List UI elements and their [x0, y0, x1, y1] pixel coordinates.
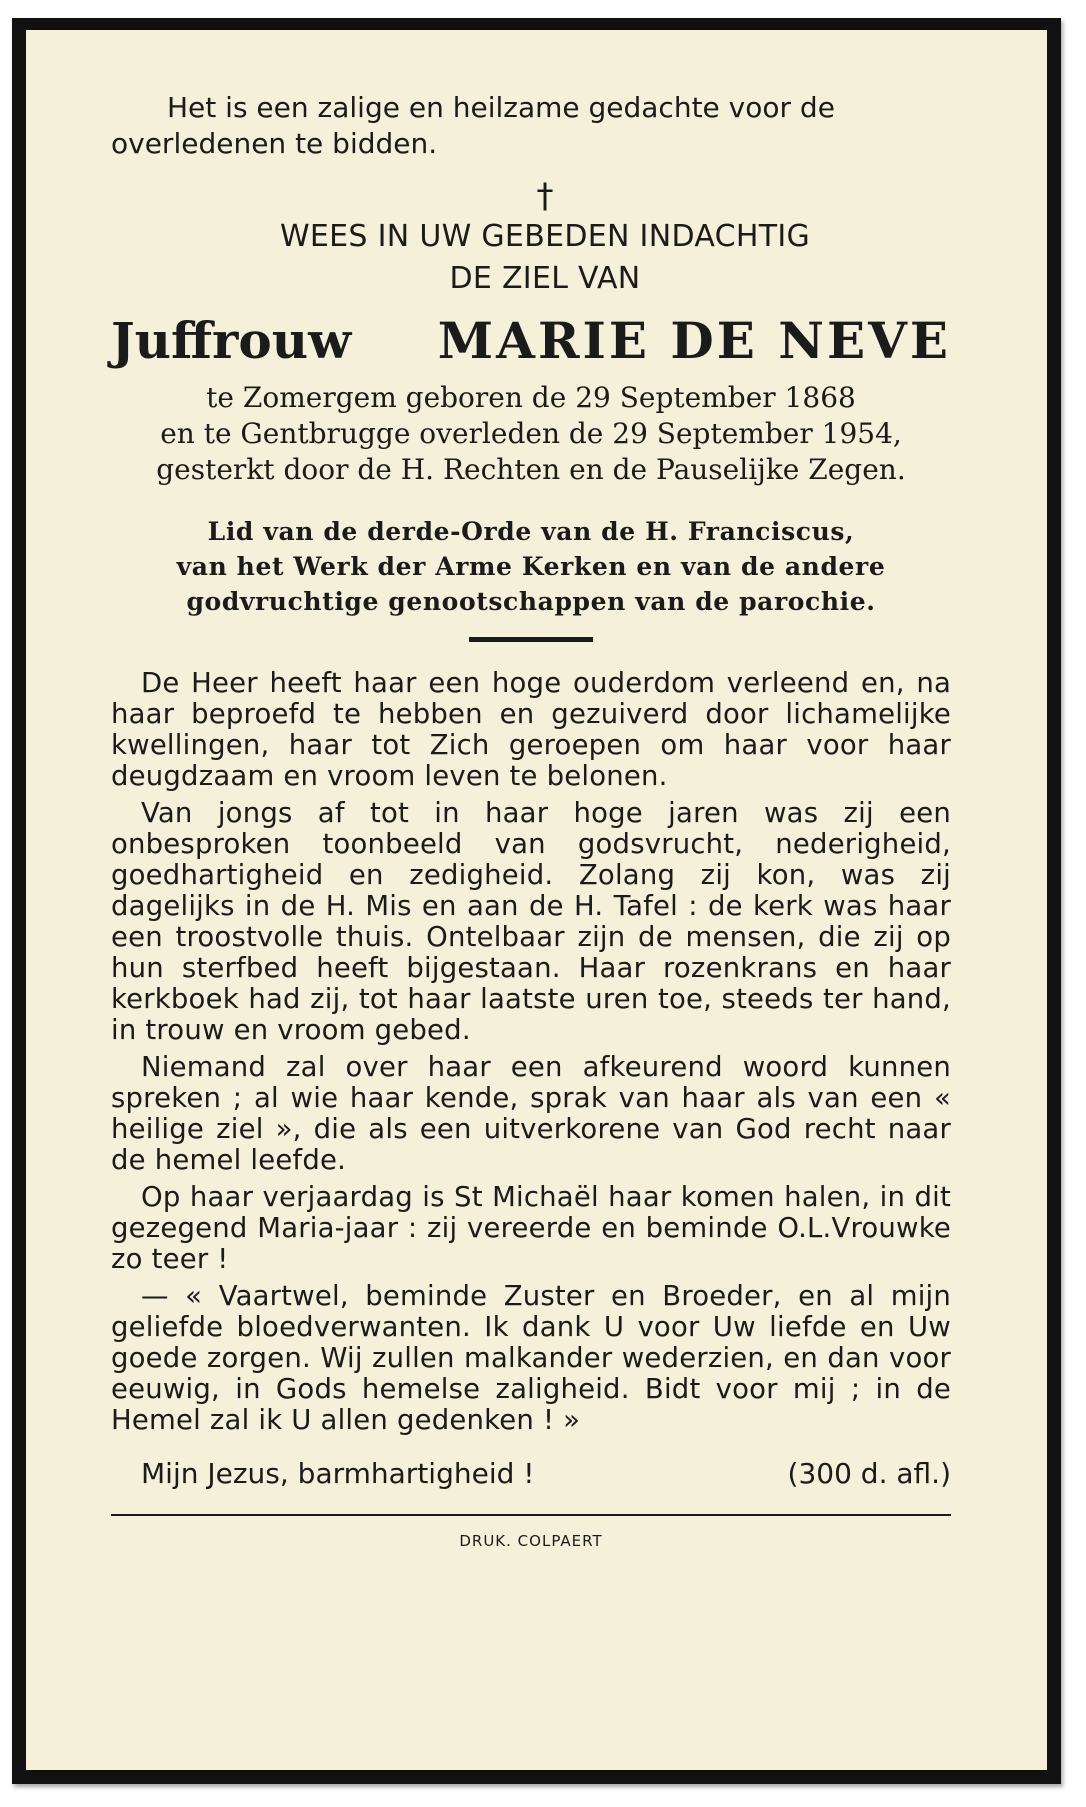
membership-line-2: van het Werk der Arme Kerken en van de andere — [176, 552, 886, 581]
membership-line-1: Lid van de derde-Orde van de H. Franciscus, — [207, 517, 855, 546]
divider-rule — [469, 637, 593, 642]
memorial-card — [12, 18, 1061, 1784]
heading-line-2: DE ZIEL VAN — [449, 261, 641, 296]
membership-block — [111, 514, 951, 619]
footer-prayer: Mijn Jezus, barmhartigheid ! — [141, 1457, 535, 1490]
name-full: MARIE DE NEVE — [437, 311, 951, 370]
paragraph-5: — « Vaartwel, beminde Zuster en Broeder, en al mijn geliefde bloedverwanten. Ik dank U voor Uw liefde en Uw goede zorgen. Wij zullen malkander wederzien, en dan voor eeuwig, in Gods hemelse zaligheid. Bidt voor mij ; in de Hemel zal ik U allen gedenken ! » — [111, 1280, 951, 1436]
membership-line-3: godvruchtige genootschappen van de parochie. — [186, 587, 876, 616]
paragraph-1: De Heer heeft haar een hoge ouderdom verleend en, na haar beproefd te hebben en gezuiverd door lichamelijke kwellingen, haar tot Zich geroepen om haar voor haar deugdzaam en vroom leven te belonen. — [111, 667, 951, 792]
detail-line-sacraments: gesterkt door de H. Rechten en de Pauselijke Zegen. — [156, 453, 906, 486]
paragraph-4: Op haar verjaardag is St Michaël haar komen halen, in dit gezegend Maria-jaar : zij vereerde en beminde O.L.Vrouwke zo teer ! — [111, 1181, 951, 1275]
intro-text: Het is een zalige en heilzame gedachte voor de overledenen te bidden. — [111, 91, 835, 160]
heading-line-1: WEES IN UW GEBEDEN INDACHTIG — [279, 219, 811, 254]
footer-line — [111, 1456, 951, 1492]
name-title: Juffrouw — [111, 311, 352, 370]
detail-line-death: en te Gentbrugge overleden de 29 September 1954, — [160, 417, 902, 450]
card-paper — [26, 30, 1047, 1770]
card-content — [111, 90, 951, 1770]
paragraph-3: Niemand zal over haar een afkeurend woord kunnen spreken ; al wie haar kende, sprak van haar als van een « heilige ziel », die als een uitverkorene van God recht naar de hemel leefde. — [111, 1051, 951, 1176]
detail-line-birth: te Zomergem geboren de 29 September 1868 — [206, 381, 856, 414]
deceased-name — [111, 310, 951, 372]
printer-credit: DRUK. COLPAERT — [459, 1532, 603, 1550]
bottom-rule — [111, 1514, 951, 1516]
cross-icon: † — [536, 176, 554, 216]
paragraph-2: Van jongs af tot in haar hoge jaren was zij een onbesproken toonbeeld van godsvrucht, nederigheid, goedhartigheid en zedigheid. Zolang zij kon, was zij dagelijks in de H. Mis en aan de H. Tafel : de kerk was haar een troostvolle thuis. Ontelbaar zijn de mensen, die zij op hun sterfbed heeft bijgestaan. Haar rozenkrans en haar kerkboek had zij, tot haar laatste uren toe, steeds ter hand, in trouw en vroom gebed. — [111, 797, 951, 1046]
footer-indulgence: (300 d. afl.) — [787, 1457, 951, 1490]
